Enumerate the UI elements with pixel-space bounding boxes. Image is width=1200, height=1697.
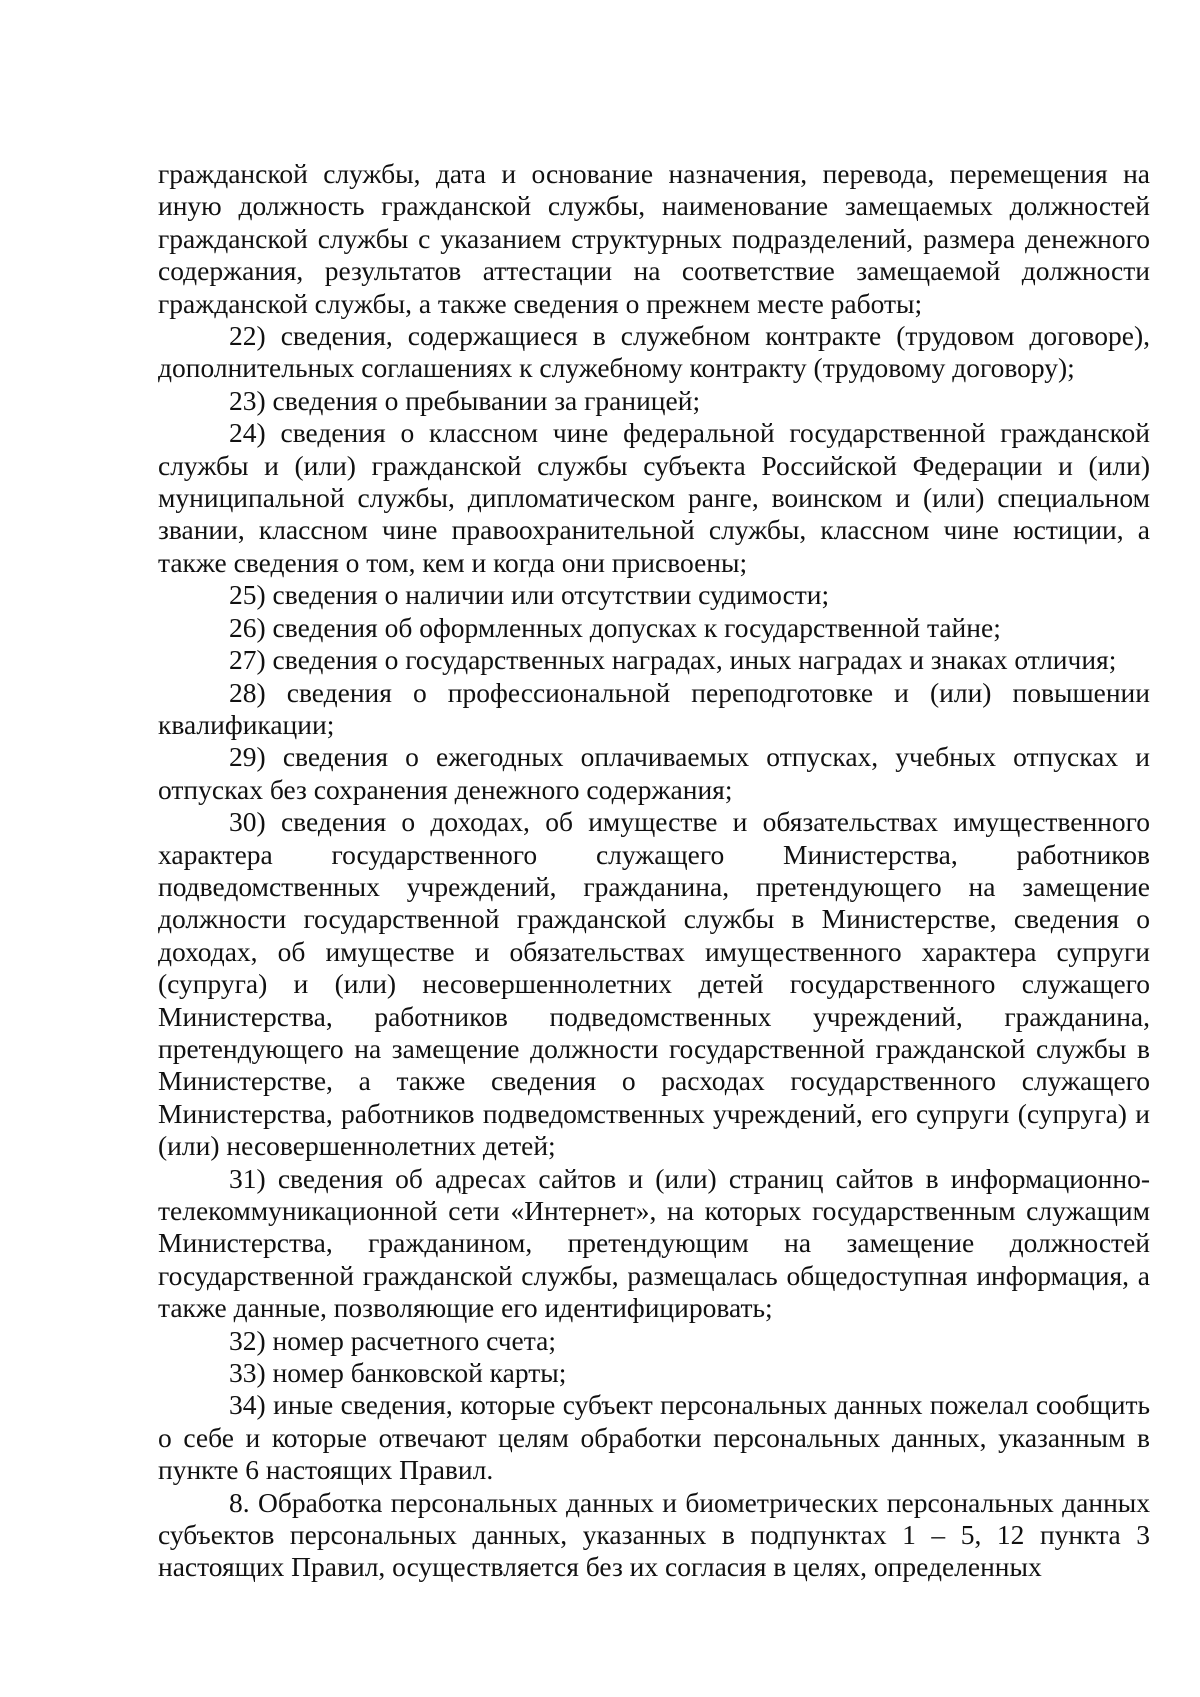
section-8: 8. Обработка персональных данных и биометрических персональных данных субъектов персональных данных, указанных в подпунктах 1 – 5, 12 пункта 3 настоящих Правил, осуществляется без их согласия в целях, определенных [158, 1486, 1151, 1583]
list-item-25: 25) сведения о наличии или отсутствии судимости; [229, 579, 830, 611]
paragraph-continuation: гражданской службы, дата и основание назначения, перевода, перемещения на иную должность гражданской службы, наименование замещаемых должностей гражданской службы с указанием структурных подразделений, размера денежного содержания, результатов аттестации на соответствие замещаемой должности гражданской службы, а также сведения о прежнем месте работы; [158, 158, 1150, 319]
list-item-28: 28) сведения о профессиональной переподготовке и (или) повышении квалификации; [158, 676, 1150, 740]
document-page [158, 158, 1150, 1584]
list-item-34: 34) иные сведения, которые субъект персональных данных пожелал сообщить о себе и которые отвечают целям обработки персональных данных, указанным в пункте 6 настоящих Правил. [158, 1389, 1150, 1486]
list-item-23: 23) сведения о пребывании за границей; [229, 384, 701, 416]
list-item-26: 26) сведения об оформленных допусках к государственной тайне; [229, 611, 1001, 643]
list-item-24: 24) сведения о классном чине федеральной государственной гражданской службы и (или) гражданской службы субъекта Российской Федерации и (или) муниципальной службы, дипломатическом ранге, воинском и (или) специальном звании, классном чине правоохранительной службы, классном чине юстиции, а также сведения о том, кем и когда они присвоены; [158, 417, 1151, 578]
list-item-22: 22) сведения, содержащиеся в служебном контракте (трудовом договоре), дополнительных соглашениях к служебному контракту (трудовому договору); [158, 320, 1150, 384]
list-item-27: 27) сведения о государственных наградах, иных наградах и знаках отличия; [229, 644, 1117, 676]
list-item-30: 30) сведения о доходах, об имуществе и обязательствах имущественного характера государственного служащего Министерства, работников подведомственных учреждений, гражданина, претендующего на замещение должности государственной гражданской службы в Министерстве, сведения о доходах, об имуществе и обязательствах имущественного характера супруги (супруга) и (или) несовершеннолетних детей государственного служащего Министерства, работников подведомственных учреждений, гражданина, претендующего на замещение должности государственной гражданской службы в Министерстве, а также сведения о расходах государственного служащего Министерства, работников подведомственных учреждений, его супруги (супруга) и (или) несовершеннолетних детей; [158, 806, 1150, 1162]
list-item-29: 29) сведения о ежегодных оплачиваемых отпусках, учебных отпусках и отпусках без сохранения денежного содержания; [158, 741, 1150, 805]
list-item-32: 32) номер расчетного счета; [229, 1324, 556, 1356]
list-item-31: 31) сведения об адресах сайтов и (или) страниц сайтов в информационно-телекоммуникационной сети «Интернет», на которых государственным служащим Министерства, гражданином, претендующим на замещение должностей государственной гражданской службы, размещалась общедоступная информация, а также данные, позволяющие его идентифицировать; [158, 1162, 1151, 1324]
list-item-33: 33) номер банковской карты; [229, 1357, 567, 1389]
